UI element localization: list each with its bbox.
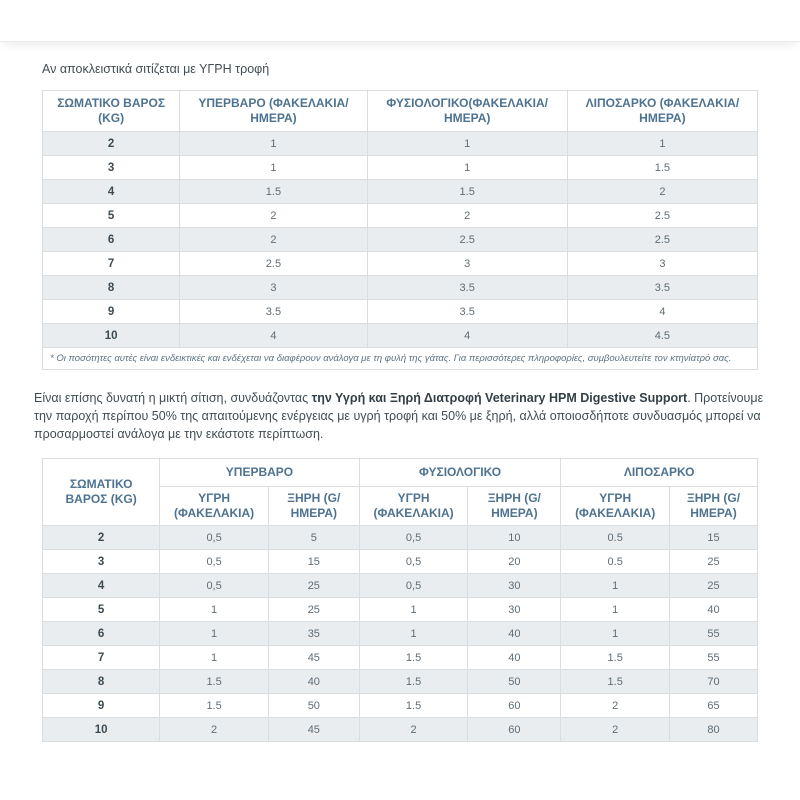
value-cell: 2.5 bbox=[180, 252, 367, 276]
value-cell: 1 bbox=[367, 132, 567, 156]
sub-header-wet: ΥΓΡΗ (ΦΑΚΕΛΑΚΙΑ) bbox=[160, 487, 269, 526]
value-cell: 1.5 bbox=[561, 670, 670, 694]
value-cell: 1.5 bbox=[180, 180, 367, 204]
value-cell: 2 bbox=[160, 718, 269, 742]
sub-header-dry: ΞΗΡΗ (G/ΗΜΕΡΑ) bbox=[268, 487, 359, 526]
table-row bbox=[43, 718, 758, 742]
table-row bbox=[43, 670, 758, 694]
value-cell: 60 bbox=[468, 694, 561, 718]
value-cell: 2 bbox=[567, 180, 757, 204]
value-cell: 35 bbox=[268, 622, 359, 646]
weight-cell: 3 bbox=[43, 550, 160, 574]
sub-header-dry: ΞΗΡΗ (G/ΗΜΕΡΑ) bbox=[670, 487, 758, 526]
value-cell: 20 bbox=[468, 550, 561, 574]
value-cell: 2.5 bbox=[567, 228, 757, 252]
table-row bbox=[43, 204, 758, 228]
value-cell: 1 bbox=[567, 132, 757, 156]
value-cell: 1 bbox=[160, 622, 269, 646]
value-cell: 1.5 bbox=[359, 646, 468, 670]
table-row bbox=[43, 694, 758, 718]
value-cell: 80 bbox=[670, 718, 758, 742]
value-cell: 55 bbox=[670, 622, 758, 646]
value-cell: 4 bbox=[367, 324, 567, 348]
weight-cell: 7 bbox=[43, 646, 160, 670]
value-cell: 1.5 bbox=[367, 180, 567, 204]
value-cell: 1.5 bbox=[160, 670, 269, 694]
value-cell: 2 bbox=[561, 718, 670, 742]
col-header-normal: ΦΥΣΙΟΛΟΓΙΚΟ(ΦΑΚΕΛΑΚΙΑ/ΗΜΕΡΑ) bbox=[367, 91, 567, 132]
value-cell: 40 bbox=[468, 622, 561, 646]
table-row bbox=[43, 156, 758, 180]
value-cell: 3.5 bbox=[367, 276, 567, 300]
value-cell: 1 bbox=[160, 598, 269, 622]
table-row bbox=[43, 598, 758, 622]
mixed-table-group-header-row bbox=[43, 459, 758, 487]
value-cell: 50 bbox=[468, 670, 561, 694]
weight-cell: 3 bbox=[43, 156, 180, 180]
value-cell: 0,5 bbox=[160, 550, 269, 574]
group-header-overweight: ΥΠΕΡΒΑΡΟ bbox=[160, 459, 359, 487]
value-cell: 4 bbox=[180, 324, 367, 348]
value-cell: 2 bbox=[561, 694, 670, 718]
table-row bbox=[43, 574, 758, 598]
value-cell: 2 bbox=[180, 228, 367, 252]
value-cell: 0,5 bbox=[359, 574, 468, 598]
weight-cell: 5 bbox=[43, 204, 180, 228]
value-cell: 50 bbox=[268, 694, 359, 718]
weight-cell: 4 bbox=[43, 574, 160, 598]
value-cell: 0,5 bbox=[160, 574, 269, 598]
table-row bbox=[43, 132, 758, 156]
value-cell: 25 bbox=[670, 550, 758, 574]
value-cell: 30 bbox=[468, 598, 561, 622]
value-cell: 3 bbox=[180, 276, 367, 300]
value-cell: 45 bbox=[268, 646, 359, 670]
value-cell: 1 bbox=[561, 574, 670, 598]
value-cell: 0.5 bbox=[561, 526, 670, 550]
value-cell: 5 bbox=[268, 526, 359, 550]
value-cell: 3 bbox=[367, 252, 567, 276]
value-cell: 65 bbox=[670, 694, 758, 718]
value-cell: 3.5 bbox=[180, 300, 367, 324]
paragraph-bold-product-name: την Υγρή και Ξηρή Διατροφή Veterinary HPM Digestive Support bbox=[311, 391, 688, 405]
value-cell: 15 bbox=[670, 526, 758, 550]
paragraph-text-start: Είναι επίσης δυνατή η μικτή σίτιση, συνδυάζοντας bbox=[34, 391, 312, 405]
value-cell: 3.5 bbox=[367, 300, 567, 324]
value-cell: 40 bbox=[268, 670, 359, 694]
mixed-feeding-paragraph bbox=[34, 389, 766, 443]
value-cell: 1 bbox=[561, 622, 670, 646]
weight-cell: 5 bbox=[43, 598, 160, 622]
weight-cell: 2 bbox=[43, 526, 160, 550]
value-cell: 30 bbox=[468, 574, 561, 598]
wet-table-body bbox=[43, 132, 758, 348]
value-cell: 25 bbox=[268, 598, 359, 622]
wet-table-footnote-row bbox=[43, 348, 758, 370]
value-cell: 0.5 bbox=[561, 550, 670, 574]
weight-cell: 6 bbox=[43, 622, 160, 646]
value-cell: 2.5 bbox=[567, 204, 757, 228]
value-cell: 1 bbox=[180, 132, 367, 156]
value-cell: 1.5 bbox=[359, 694, 468, 718]
value-cell: 1 bbox=[561, 598, 670, 622]
table-row bbox=[43, 324, 758, 348]
weight-cell: 2 bbox=[43, 132, 180, 156]
value-cell: 0,5 bbox=[160, 526, 269, 550]
value-cell: 3 bbox=[567, 252, 757, 276]
mixed-table-body bbox=[43, 526, 758, 742]
table-row bbox=[43, 276, 758, 300]
wet-table-header-row bbox=[43, 91, 758, 132]
value-cell: 55 bbox=[670, 646, 758, 670]
col-header-body-weight: ΣΩΜΑΤΙΚΟ ΒΑΡΟΣ (KG) bbox=[43, 91, 180, 132]
value-cell: 1 bbox=[180, 156, 367, 180]
group-header-normal: ΦΥΣΙΟΛΟΓΙΚΟ bbox=[359, 459, 561, 487]
value-cell: 1.5 bbox=[160, 694, 269, 718]
value-cell: 10 bbox=[468, 526, 561, 550]
value-cell: 2.5 bbox=[367, 228, 567, 252]
value-cell: 2 bbox=[367, 204, 567, 228]
col-header-overweight: ΥΠΕΡΒΑΡΟ (ΦΑΚΕΛΑΚΙΑ/ΗΜΕΡΑ) bbox=[180, 91, 367, 132]
weight-cell: 10 bbox=[43, 718, 160, 742]
wet-feeding-intro: Αν αποκλειστικά σιτίζεται με ΥΓΡΗ τροφή bbox=[42, 62, 270, 76]
value-cell: 60 bbox=[468, 718, 561, 742]
weight-cell: 7 bbox=[43, 252, 180, 276]
weight-cell: 6 bbox=[43, 228, 180, 252]
value-cell: 1.5 bbox=[567, 156, 757, 180]
value-cell: 0,5 bbox=[359, 526, 468, 550]
group-header-lean: ΛΙΠΟΣΑΡΚΟ bbox=[561, 459, 758, 487]
value-cell: 3.5 bbox=[567, 276, 757, 300]
sub-header-dry: ΞΗΡΗ (G/ΗΜΕΡΑ) bbox=[468, 487, 561, 526]
table-row bbox=[43, 526, 758, 550]
paragraph-text-end: . Προτείνουμε την παροχή περίπου 50% της απαιτούμενης ενέργειας με υγρή τροφή και 50% με ξηρή, αλλά οποιοσδήποτε συνδυασμός μπορεί να προσαρμοστεί ανάλογα με την εκάστοτε περίπτωση. bbox=[34, 391, 764, 442]
mixed-feeding-table bbox=[42, 458, 758, 742]
sub-header-wet: ΥΓΡΗ (ΦΑΚΕΛΑΚΙΑ) bbox=[359, 487, 468, 526]
weight-cell: 10 bbox=[43, 324, 180, 348]
value-cell: 1 bbox=[359, 598, 468, 622]
value-cell: 2 bbox=[180, 204, 367, 228]
value-cell: 40 bbox=[468, 646, 561, 670]
value-cell: 70 bbox=[670, 670, 758, 694]
table-row bbox=[43, 550, 758, 574]
value-cell: 4 bbox=[567, 300, 757, 324]
col-header-lean: ΛΙΠΟΣΑΡΚΟ (ΦΑΚΕΛΑΚΙΑ/ΗΜΕΡΑ) bbox=[567, 91, 757, 132]
table-footnote: * Οι ποσότητες αυτές είναι ενδεικτικές και ενδέχεται να διαφέρουν ανάλογα με τη φυλή της γάτας. Για περισσότερες πληροφορίες, συμβουλευτείτε τον κτηνίατρό σας. bbox=[43, 348, 758, 370]
content-area bbox=[0, 62, 800, 742]
value-cell: 2 bbox=[359, 718, 468, 742]
value-cell: 4.5 bbox=[567, 324, 757, 348]
value-cell: 25 bbox=[268, 574, 359, 598]
value-cell: 1.5 bbox=[359, 670, 468, 694]
weight-cell: 8 bbox=[43, 670, 160, 694]
value-cell: 0,5 bbox=[359, 550, 468, 574]
value-cell: 1.5 bbox=[561, 646, 670, 670]
value-cell: 15 bbox=[268, 550, 359, 574]
weight-cell: 9 bbox=[43, 694, 160, 718]
weight-cell: 4 bbox=[43, 180, 180, 204]
sub-header-wet: ΥΓΡΗ (ΦΑΚΕΛΑΚΙΑ) bbox=[561, 487, 670, 526]
value-cell: 25 bbox=[670, 574, 758, 598]
value-cell: 1 bbox=[160, 646, 269, 670]
value-cell: 1 bbox=[359, 622, 468, 646]
table-row bbox=[43, 180, 758, 204]
weight-cell: 8 bbox=[43, 276, 180, 300]
page-header-divider bbox=[0, 0, 800, 41]
table-row bbox=[43, 300, 758, 324]
value-cell: 1 bbox=[367, 156, 567, 180]
col-header-body-weight: ΣΩΜΑΤΙΚΟ ΒΑΡΟΣ (KG) bbox=[43, 459, 160, 526]
table-row bbox=[43, 622, 758, 646]
value-cell: 45 bbox=[268, 718, 359, 742]
table-row bbox=[43, 228, 758, 252]
weight-cell: 9 bbox=[43, 300, 180, 324]
value-cell: 40 bbox=[670, 598, 758, 622]
table-row bbox=[43, 646, 758, 670]
wet-feeding-table bbox=[42, 90, 758, 370]
table-row bbox=[43, 252, 758, 276]
